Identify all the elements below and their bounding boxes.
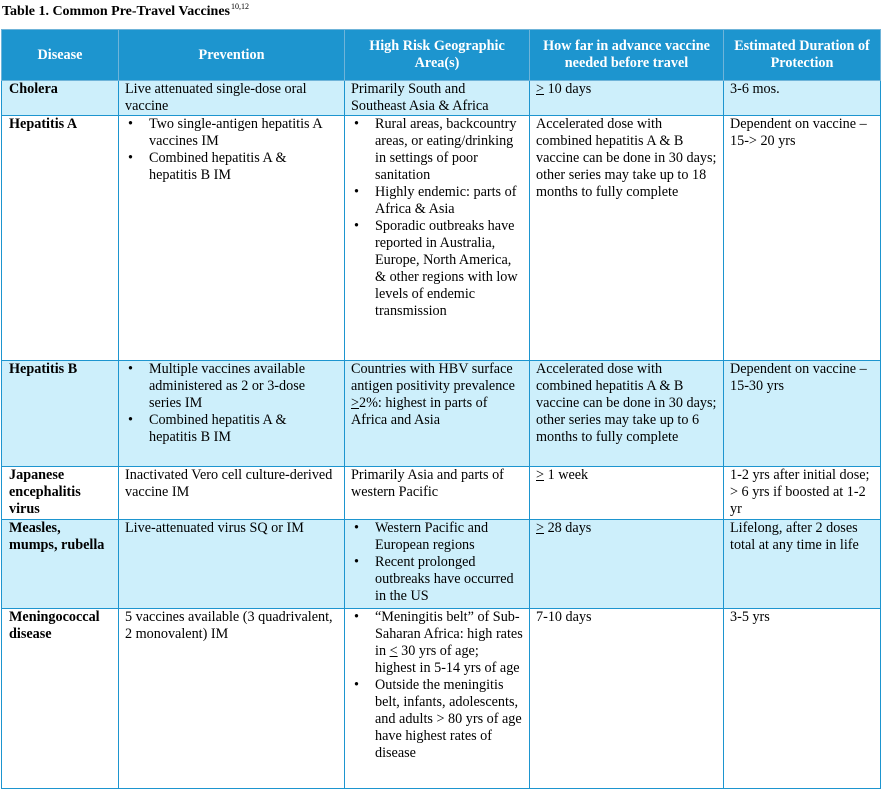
area-text: Countries with HBV surface antigen positivity prevalence <box>351 361 515 394</box>
area-cell: Primarily South and Southeast Asia & Africa <box>345 81 530 116</box>
header-row <box>2 30 881 81</box>
greater-equal-symbol: > <box>536 81 545 97</box>
disease-cell: Hepatitis A <box>2 116 119 361</box>
advance-cell <box>530 520 724 609</box>
table-row <box>2 609 881 789</box>
list-item: • Multiple vaccines available administered as 2 or 3-dose series IM <box>125 361 338 412</box>
area-text: 30 yrs of age; highest in 5-14 yrs of age <box>375 643 520 676</box>
duration-cell: Dependent on vaccine – 15-> 20 yrs <box>724 116 881 361</box>
table-row <box>2 520 881 609</box>
header-duration: Estimated Duration of Protection <box>724 30 881 81</box>
header-prevention: Prevention <box>119 30 345 81</box>
prevention-cell <box>119 116 345 361</box>
area-text: 2%: highest in parts of Africa and Asia <box>351 395 488 428</box>
list-item: • Recent prolonged outbreaks have occurred in the US <box>351 554 523 605</box>
table-title: Table 1. Common Pre-Travel Vaccines <box>2 4 231 19</box>
disease-cell: Measles, mumps, rubella <box>2 520 119 609</box>
duration-cell: Lifelong, after 2 doses total at any time in life <box>724 520 881 609</box>
advance-text: 10 days <box>544 81 592 97</box>
duration-cell: 1-2 yrs after initial dose; > 6 yrs if boosted at 1-2 yr <box>724 467 881 520</box>
disease-cell: Japanese encephalitis virus <box>2 467 119 520</box>
area-list <box>351 520 523 605</box>
header-disease: Disease <box>2 30 119 81</box>
advance-cell: Accelerated dose with combined hepatitis A & B vaccine can be done in 30 days; other series may take up to 18 months to fully complete <box>530 116 724 361</box>
area-cell <box>345 116 530 361</box>
duration-cell: 3-5 yrs <box>724 609 881 789</box>
table-row <box>2 361 881 467</box>
reference-superscript: 10,12 <box>231 2 250 11</box>
prevention-cell: Live-attenuated virus SQ or IM <box>119 520 345 609</box>
table-row <box>2 81 881 116</box>
vaccine-table <box>1 29 881 789</box>
prevention-cell <box>119 361 345 467</box>
list-item: • Combined hepatitis A & hepatitis B IM <box>125 412 338 446</box>
list-item: • Combined hepatitis A & hepatitis B IM <box>125 150 338 184</box>
advance-cell: Accelerated dose with combined hepatitis A & B vaccine can be done in 30 days; other series may take up to 6 months to fully complete <box>530 361 724 467</box>
table-row <box>2 116 881 361</box>
list-item: • Outside the meningitis belt, infants, adolescents, and adults > 80 yrs of age have highest rates of disease <box>351 677 523 762</box>
prevention-list <box>125 116 338 184</box>
greater-equal-symbol: > <box>536 520 545 536</box>
disease-cell: Hepatitis B <box>2 361 119 467</box>
area-list <box>351 116 523 320</box>
area-cell: Primarily Asia and parts of western Pacific <box>345 467 530 520</box>
header-geographic-area: High Risk Geographic Area(s) <box>345 30 530 81</box>
advance-cell <box>530 81 724 116</box>
greater-equal-symbol: > <box>536 467 545 483</box>
advance-cell: 7-10 days <box>530 609 724 789</box>
list-item: • Western Pacific and European regions <box>351 520 523 554</box>
greater-equal-symbol: > <box>351 395 360 411</box>
disease-cell: Cholera <box>2 81 119 116</box>
advance-text: 28 days <box>544 520 592 536</box>
list-item: • Rural areas, backcountry areas, or eating/drinking in settings of poor sanitation <box>351 116 523 184</box>
list-item: • Sporadic outbreaks have reported in Australia, Europe, North America, & other regions with low levels of endemic transmission <box>351 218 523 320</box>
disease-cell: Meningococcal disease <box>2 609 119 789</box>
prevention-cell: Inactivated Vero cell culture-derived vaccine IM <box>119 467 345 520</box>
prevention-list <box>125 361 338 446</box>
less-equal-symbol: < <box>389 643 398 659</box>
list-item: • Two single-antigen hepatitis A vaccines IM <box>125 116 338 150</box>
prevention-cell: Live attenuated single-dose oral vaccine <box>119 81 345 116</box>
duration-cell: Dependent on vaccine – 15-30 yrs <box>724 361 881 467</box>
prevention-cell: 5 vaccines available (3 quadrivalent, 2 monovalent) IM <box>119 609 345 789</box>
area-text: “Meningitis belt” of Sub-Saharan Africa: high rates in <box>375 609 523 659</box>
header-advance-time: How far in advance vaccine needed before travel <box>530 30 724 81</box>
area-cell <box>345 609 530 789</box>
advance-text: 1 week <box>544 467 589 483</box>
table-caption <box>2 2 249 20</box>
table-row <box>2 467 881 520</box>
area-list <box>351 609 523 762</box>
area-cell <box>345 361 530 467</box>
area-cell <box>345 520 530 609</box>
duration-cell: 3-6 mos. <box>724 81 881 116</box>
list-item: • Highly endemic: parts of Africa & Asia <box>351 184 523 218</box>
list-item <box>351 609 523 677</box>
advance-cell <box>530 467 724 520</box>
